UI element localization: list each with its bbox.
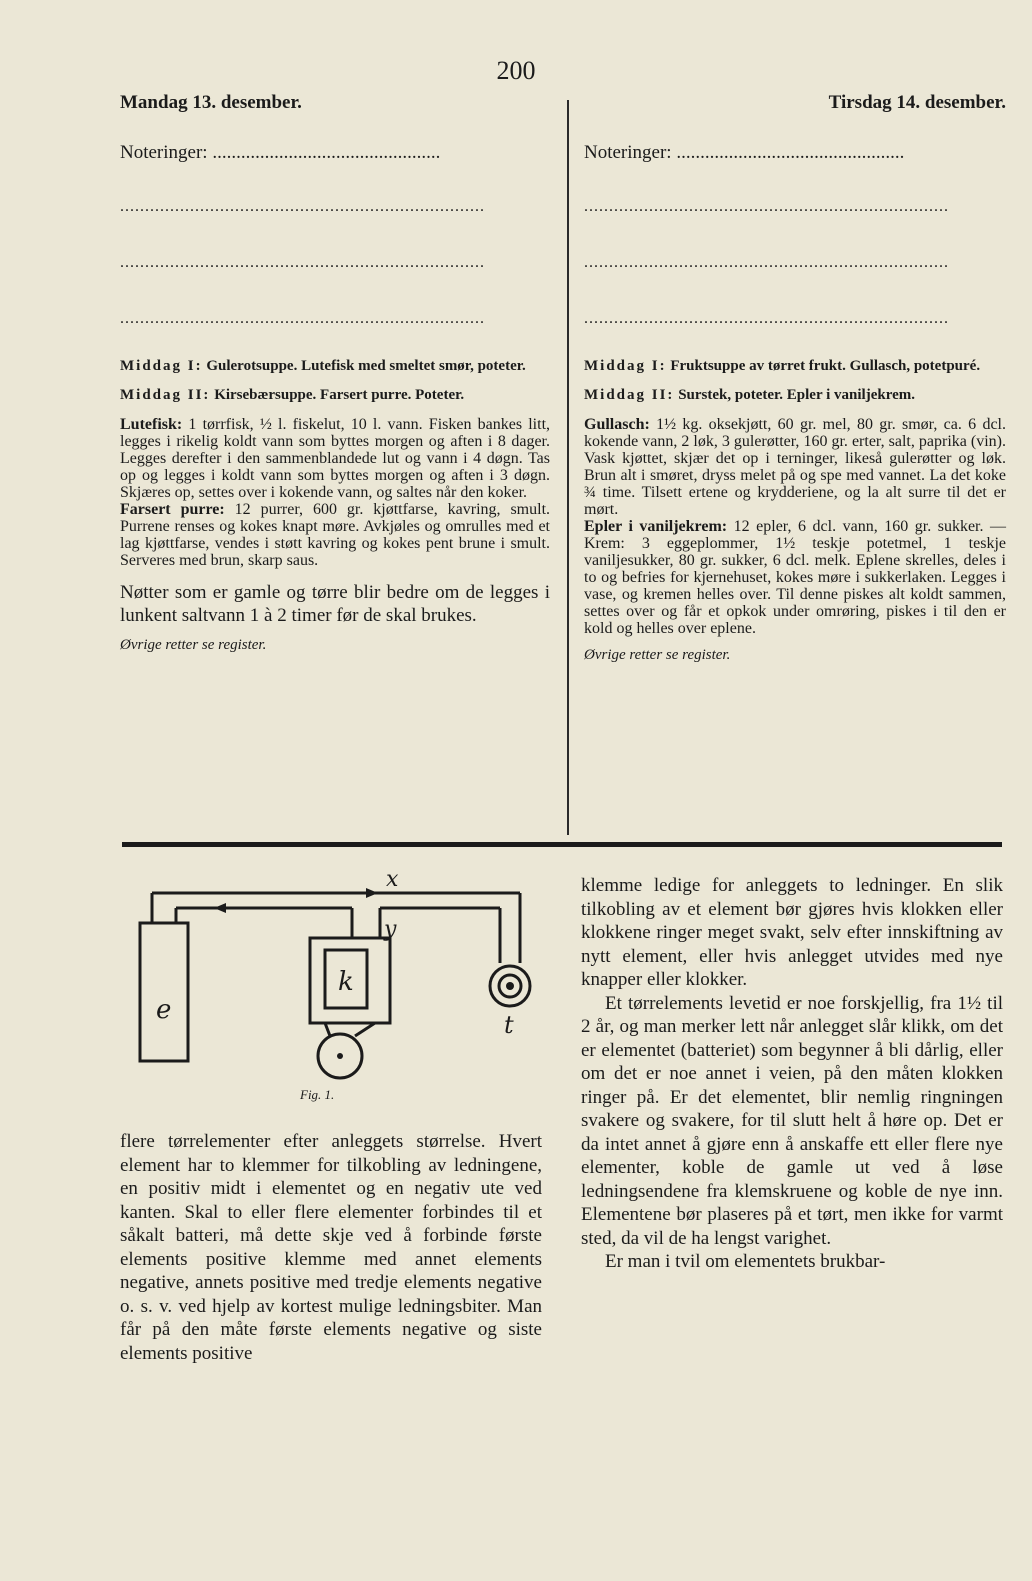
- column-divider: [567, 100, 569, 835]
- dinner-2-text: Surstek, poteter. Epler i vaniljekrem.: [678, 387, 915, 403]
- recipes: [120, 416, 550, 569]
- article-text-right: [581, 874, 1003, 1274]
- battery-element: [140, 923, 188, 1061]
- notes-line: Noteringer: ................................................: [584, 142, 905, 163]
- dinner-1: [120, 358, 550, 375]
- bell-clapper: [337, 1053, 343, 1059]
- page-number: 200: [496, 56, 536, 85]
- notes-label: Noteringer:: [584, 142, 672, 163]
- day-title: Tirsdag 14. desember.: [828, 92, 1006, 113]
- section-rule: [122, 842, 1002, 847]
- recipe-text: 12 epler, 6 dcl. vann, 160 gr. sukker. — Krem: 3 eggeplommer, 1½ teskje potetmel, 1 teskje vaniljesukker, 80 gr. sukker, 6 dcl. melk. Eplene skrelles, deles i to og befries for kjernehuset, kokes møre i sukkerlaken. Legges i vase, og kremen helles over. Til denne piskes alt koldt sammen, settes over og får et opkok under omrøring, piskes i til den er kold og helles over eplene.: [584, 518, 1007, 637]
- bell-arm: [325, 1023, 330, 1036]
- recipe-farsert-purre: [120, 501, 550, 569]
- paragraph: klemme ledige for anleggets to ledninger. En slik tilkobling av et element bør gjøres hvis klokken eller klokkene ringer meget svakt, selv efter innskiftning av nytt element, eller hvis anlegget utvides med nye knapper eller klokker.: [581, 875, 1003, 990]
- dinner-2-head: Middag II:: [584, 387, 675, 403]
- day-title: Mandag 13. desember.: [120, 92, 302, 113]
- recipe-text: 1 tørrfisk, ½ l. fiskelut, 10 l. vann. Fisken bankes litt, legges i rikelig koldt vann som byttes morgen og aften i 8 dager. Legges derefter i den sammenblandede lut og vann i 4 døgn. Tas op og legges i koldt vann som byttes morgen og aften i 3 døgn. Skjæres op, settes over i kokende vann, og saltes når den koker.: [120, 416, 551, 501]
- bell-arm: [355, 1023, 375, 1036]
- recipe-epler: [584, 518, 1006, 637]
- dinner-1-text: Gulerotsuppe. Lutefisk med smeltet smør, poteter.: [206, 358, 526, 374]
- recipe-text: 1½ kg. oksekjøtt, 60 gr. mel, 80 gr. smør, ca. 6 dcl. kokende vann, 2 løk, 3 gulerøtter, 160 gr. erter, salt, paprika (vin). Vask kjøttet, skjær det op i terninger, likeså gulerøtter og løk. Brun alt i smøret, dryss melet på og spe med vannet. La det koke ¾ time. Tilsett ertene og krydderiene, og la alt surre til det er mørt.: [584, 416, 1007, 518]
- dinner-1-head: Middag I:: [120, 358, 203, 374]
- paragraph: Er man i tvil om elementets brukbar-: [605, 1251, 886, 1272]
- notes-line: Noteringer: ................................................: [120, 142, 441, 163]
- label-y: y: [384, 917, 397, 942]
- dinner-1-text: Fruktsuppe av tørret frukt. Gullasch, potetpuré.: [670, 358, 981, 374]
- dinner-2: [584, 387, 1006, 404]
- notes-label: Noteringer:: [120, 142, 208, 163]
- dinner-1-head: Middag I:: [584, 358, 667, 374]
- see-register-note: Øvrige retter se register.: [120, 637, 267, 653]
- household-tip: Nøtter som er gamle og tørre blir bedre om de legges i lunkent saltvann 1 à 2 timer før de skal brukes.: [120, 582, 550, 626]
- recipe-text: 12 purrer, 600 gr. kjøttfarse, kavring, smult. Purrene renses og kokes knapt møre. Avkjøles og omrulles med et lag kjøttfarse, vendes i støtt kavring og kokes pent brune i smult. Serveres med brun, skarp saus.: [120, 501, 551, 569]
- see-register-note: Øvrige retter se register.: [584, 647, 731, 663]
- dinner-2-head: Middag II:: [120, 387, 211, 403]
- label-x: x: [386, 868, 399, 892]
- recipe-label: Gullasch:: [584, 416, 650, 433]
- notes-dotted-line: .........................................................................: [584, 310, 949, 327]
- day-column-tuesday: [584, 92, 1006, 664]
- menu-block: [120, 358, 550, 404]
- push-button-center: [506, 982, 514, 990]
- notes-dotted-line: .........................................................................: [120, 254, 485, 271]
- paragraph: Et tørrelements levetid er noe forskjellig, fra 1½ til 2 år, og man merker lett når anlegget slår klikk, om det er elementet (batteriet) som begynner å bli dårlig, eller om det er noe annet i veien, på den måten klokken ringer på. Er det elementet, blir nemlig ringningen svakere og svakere, for til slutt helt å høre op. Det er da intet annet å gjøre enn å anskaffe ett eller flere nye elementer, koble de gamle ut ved å løse ledningsendene fra klemskruene og koble de nye inn. Elementene bør plaseres på et tørt, men ikke for varmt sted, da vil de ha lengst varighet.: [581, 992, 1003, 1249]
- recipe-lutefisk: [120, 416, 550, 501]
- bell-circuit-diagram: [130, 868, 550, 1098]
- notes-dotted-line: .........................................................................: [120, 310, 485, 327]
- figure-caption: Fig. 1.: [300, 1087, 335, 1102]
- notes-dotted-line: .........................................................................: [584, 198, 949, 215]
- recipe-label: Epler i vaniljekrem:: [584, 518, 728, 535]
- label-k: k: [338, 967, 354, 997]
- dinner-2-text: Kirsebærsuppe. Farsert purre. Poteter.: [214, 387, 465, 403]
- current-arrow: [366, 888, 378, 898]
- recipe-label: Lutefisk:: [120, 416, 183, 433]
- recipe-label: Farsert purre:: [120, 501, 225, 518]
- day-column-monday: [120, 92, 550, 654]
- current-arrow: [214, 903, 226, 913]
- label-e: e: [156, 995, 172, 1025]
- recipes: [584, 416, 1006, 637]
- notes-dotted-line: .........................................................................: [120, 198, 485, 215]
- recipe-gullasch: [584, 416, 1006, 518]
- dinner-1: [584, 358, 1006, 375]
- dinner-2: [120, 387, 550, 404]
- article-text-left: flere tørrelementer efter anleggets størrelse. Hvert element har to klemmer for tilkobling av ledningene, en positiv midt i elementet og en negativ ute ved kanten. Skal to eller flere elementer forbindes til et såkalt batteri, må dette skje ved å forbinde første elements positive klemme med annet elements negative, annets positive med tredje elements negative o. s. v. ved hjelp av kortest mulige ledningsbiter. Man får på den måte første elements negative og siste elements positive: [120, 1131, 542, 1364]
- label-t: t: [504, 1011, 514, 1039]
- notes-dotted-line: .........................................................................: [584, 254, 949, 271]
- menu-block: [584, 358, 1006, 404]
